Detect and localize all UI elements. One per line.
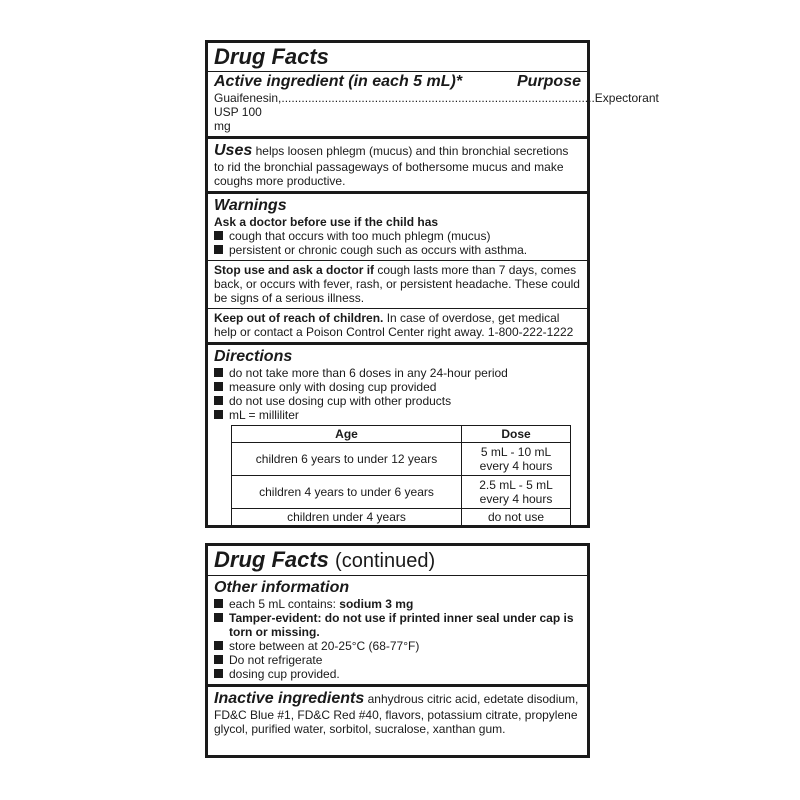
ingredient-name: Guaifenesin, USP 100 mg <box>214 91 282 133</box>
list-item: do not use dosing cup with other products <box>214 394 581 408</box>
directions-heading: Directions <box>214 348 293 365</box>
purpose-heading: Purpose <box>516 73 581 90</box>
uses-heading: Uses <box>214 142 253 159</box>
ingredient-purpose: Expectorant <box>594 91 659 105</box>
list-item: persistent or chronic cough such as occurs with asthma. <box>214 243 581 257</box>
inactive-ingredients-section <box>214 687 581 739</box>
list-item: store between at 20-25°C (68-77°F) <box>214 639 581 653</box>
drug-facts-panel <box>205 40 659 528</box>
active-ingredient-row <box>214 91 659 133</box>
other-information-heading: Other information <box>214 579 350 596</box>
warnings-heading: Warnings <box>214 197 287 214</box>
table-row: children 4 years to under 6 years 2.5 mL - 5 mL every 4 hours <box>232 476 571 509</box>
dosing-table <box>231 425 571 526</box>
stop-use-text: Stop use and ask a doctor if cough lasts more than 7 days, comes back, or occurs with fever, rash, or persistent headache. These could be signs of a serious illness. <box>214 263 580 305</box>
other-information-section <box>214 576 581 684</box>
ingredient-leader-dots: .............................................................................................. <box>281 91 595 105</box>
warnings-section <box>214 194 581 342</box>
table-row: children 6 years to under 12 years 5 mL - 10 mL every 4 hours <box>232 443 571 476</box>
uses-text: helps loosen phlegm (mucus) and thin bronchial secretions to rid the bronchial passageways of bothersome mucus and make coughs more productive. <box>214 144 569 188</box>
list-item: mL = milliliter <box>214 408 581 422</box>
list-item: Do not refrigerate <box>214 653 581 667</box>
directions-section <box>214 345 581 529</box>
active-ingredient-heading: Active ingredient (in each 5 mL)* <box>214 73 463 90</box>
age-column-header: Age <box>232 426 462 443</box>
inactive-ingredients-text: anhydrous citric acid, edetate disodium, FD&C Blue #1, FD&C Red #40, flavors, potassium citrate, propylene glycol, purified water, sorbitol, sucralose, xanthan gum. <box>214 692 579 736</box>
inactive-ingredients-heading: Inactive ingredients <box>214 690 365 707</box>
table-row: children under 4 years do not use <box>232 509 571 526</box>
drug-facts-title: Drug Facts <box>214 44 329 69</box>
list-item: Tamper-evident: do not use if printed inner seal under cap is torn or missing. <box>214 611 581 639</box>
dose-column-header: Dose <box>462 426 571 443</box>
list-item: dosing cup provided. <box>214 667 581 681</box>
list-item: cough that occurs with too much phlegm (mucus) <box>214 229 581 243</box>
list-item: do not take more than 6 doses in any 24-hour period <box>214 366 581 380</box>
list-item: each 5 mL contains: sodium 3 mg <box>214 597 581 611</box>
ask-doctor-heading: Ask a doctor before use if the child has <box>214 215 439 229</box>
drug-facts-continued-title: Drug Facts (continued) <box>214 547 436 572</box>
uses-section <box>214 139 581 191</box>
drug-facts-continued-panel <box>205 543 590 758</box>
active-ingredient-header <box>214 72 581 91</box>
keep-out-text: Keep out of reach of children. In case of overdose, get medical help or contact a Poison Control Center right away. 1-800-222-1222 <box>214 311 574 339</box>
list-item: measure only with dosing cup provided <box>214 380 581 394</box>
